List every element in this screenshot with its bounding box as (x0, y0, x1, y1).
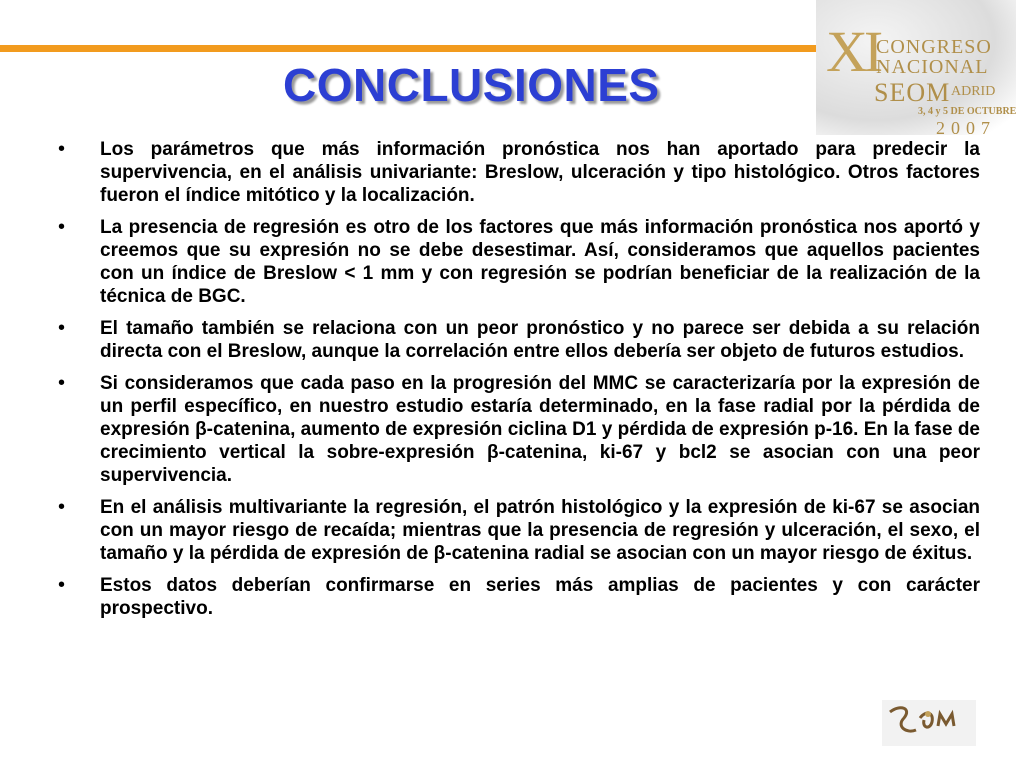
list-item (58, 574, 980, 620)
bullet-text: El tamaño también se relaciona con un peor pronóstico y no parece ser debida a su relación directa con el Breslow, aunque la correlación entre ellos debería ser objeto de futuros estudios. (100, 318, 980, 362)
slide-title: CONCLUSIONES (283, 59, 660, 111)
list-item (58, 317, 980, 363)
bullet-icon: • (58, 372, 66, 394)
bullet-icon: • (58, 574, 66, 596)
logo-nacional: NACIONAL (876, 56, 989, 78)
bullet-text: Si consideramos que cada paso en la progresión del MMC se caracterizaría por la expresión de un perfil específico, en nuestro estudio estaría determinado, en la fase radial por la pérdida de expresión β-catenina, aumento de expresión ciclina D1 y pérdida de expresión p-16. En la fase de crecimiento vertical la sobre-expresión β-catenina, ki-67 y bcl2 se asocian con una peor supervivencia. (100, 373, 980, 486)
list-item (58, 216, 980, 308)
logo-seom: SEOM (874, 78, 951, 107)
bullet-icon: • (58, 317, 66, 339)
seom-signature-icon (882, 700, 976, 746)
bullet-text: La presencia de regresión es otro de los factores que más información pronóstica nos aportó y creemos que su expresión no se debe desestimar. Así, consideramos que aquellos pacientes con un índice de Breslow < 1 mm y con regresión se podrían beneficiar de la realización de la técnica de BGC. (100, 217, 980, 307)
bullet-icon: • (58, 496, 66, 518)
congress-logo (806, 0, 1024, 140)
bullet-text: Los parámetros que más información pronóstica nos han aportado para predecir la supervivencia, en el análisis univariante: Breslow, ulceración y tipo histológico. Otros factores fueron el índice mitótico y la localización. (100, 139, 980, 206)
logo-congreso: CONGRESO (876, 36, 992, 58)
logo-numeral: XI (826, 19, 880, 84)
footer-logo (882, 700, 976, 746)
bullet-text: En el análisis multivariante la regresión, el patrón histológico y la expresión de ki-67 se asocian con un mayor riesgo de recaída; mientras que la presencia de regresión y ulceración, el sexo, el tamaño y la pérdida de expresión de β-catenina radial se asocian con un mayor riesgo de éxitus. (100, 497, 980, 564)
logo-city: ADRID (951, 84, 996, 99)
conclusions-list (58, 138, 980, 629)
orange-divider-line (0, 45, 820, 52)
list-item (58, 372, 980, 487)
list-item (58, 138, 980, 207)
logo-year: 2007 (936, 118, 996, 138)
bullet-icon: • (58, 138, 66, 160)
logo-dates: 3, 4 y 5 DE OCTUBRE (918, 106, 1017, 117)
bullet-text: Estos datos deberían confirmarse en series más amplias de pacientes y con carácter prospectivo. (100, 575, 980, 619)
list-item (58, 496, 980, 565)
bullet-icon: • (58, 216, 66, 238)
